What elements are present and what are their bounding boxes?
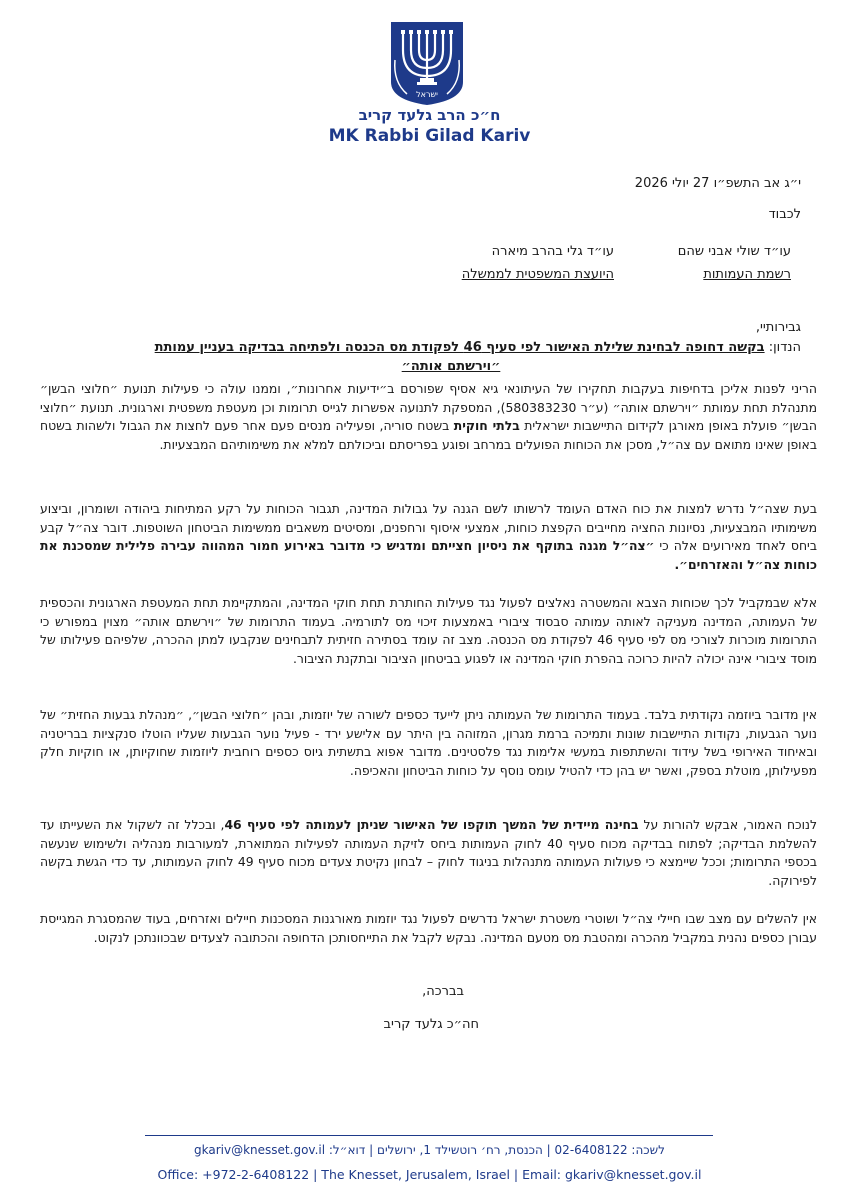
emblem-text: ישראל: [416, 90, 438, 99]
letter-date: י״ג אב התשפ״ו 27 יולי 2026: [634, 176, 801, 191]
state-emblem-icon: [387, 20, 467, 106]
paragraph-2: [40, 500, 817, 574]
letterhead-name-hebrew: ח״כ הרב גלעד קריב: [358, 106, 501, 124]
paragraph-text: בשטח סוריה, ופעיליה מנסים פעם אחר פעם לחצות את הגבול ולשהות בשטח באופן שאינו מתואם עם צה״ל, מסכן את הכוחות הפועלים במרחב ופוגע בפריסתם וביכולתם למלא את משימותיהם המבצעיות.: [40, 418, 817, 452]
footer-hebrew: [0, 1143, 859, 1157]
recipient-1: [678, 240, 791, 286]
subject-line: הנדון: בקשה דחופה לבחינת שלילת האישור לפי סעיף 46 לפקודת מס הכנסה ולפתיחה בבדיקה בעניין עמותת ״וירשתם אותה״: [41, 338, 801, 376]
recipient-2: [462, 240, 614, 286]
subject-label: הנדון: [773, 340, 801, 355]
signature: חה״כ גלעד קריב: [383, 1017, 479, 1032]
paragraph-1: [40, 380, 817, 454]
footer-text: לשכה: 02-6408122 | הכנסת, רח׳ רוטשילד 1, ירושלים | דוא״ל: gkariv@knesset.gov.il: [194, 1143, 665, 1157]
paragraph-bold: בלתי חוקית: [453, 418, 520, 434]
recipient-name: עו״ד גלי בהרב מיארה: [491, 244, 614, 259]
closing: בברכה,: [422, 984, 464, 999]
paragraph-5: [40, 816, 817, 890]
paragraph-text: לנוכח האמור, אבקש להורות על: [643, 817, 817, 832]
paragraph-text: אין להשלים עם מצב שבו חיילי צה״ל ושוטרי משטרת ישראל נדרשים לפעול נגד יוזמות מאורגנות המסכנות חיילים ואזרחים, בעוד שהמסגרת המגייסת עבורן כספים נהנית במקביל מהכרה ומהטבת מס מטעם המדינה. נבקש לקבל את התייחסותכן הדחופה והכתובה לצעדים שבכוונתכן לנקוט.: [40, 911, 817, 945]
to-label: לכבוד: [768, 207, 801, 222]
paragraph-6: [40, 910, 817, 947]
footer-english: [0, 1167, 859, 1182]
footer-divider: [145, 1135, 713, 1136]
subject-text: בקשה דחופה לבחינת שלילת האישור לפי סעיף 46 לפקודת מס הכנסה ולפתיחה בבדיקה בעניין עמותת: [154, 340, 765, 355]
paragraph-3: [40, 594, 817, 668]
paragraph-bold: בחינה מיידית של המשך תוקפו של האישור שניתן לעמותה לפי סעיף 46: [224, 817, 639, 832]
footer-text: Office: +972-2-6408122 | The Knesset, Jerusalem, Israel | Email: gkariv@knesset.gov.il: [157, 1167, 702, 1182]
paragraph-4: [40, 706, 817, 780]
paragraph-text: בעת שצה״ל נדרש למצות את כוח האדם העומד לרשותו לשם הגנה על גבולות המדינה, תגבור הכוחות על רקע המתיחות ביהודה ושומרון, וביצוע משימותיו המבצעיות, נסיונות החציה מחייבים הקפצת כוחות, אמצעי איסוף ורחפנים, ומסיטים משאבים ממשימות הביטחון השוטפות. דובר צה״ל קבע ביחס לאחד מאירועים אלה כי: [40, 501, 817, 554]
recipient-title: היועצת המשפטית לממשלה: [461, 267, 614, 282]
recipient-title: רשמת העמותות: [703, 267, 791, 282]
paragraph-text: הריני לפנות אליכן בדחיפות בעקבות תחקירו של העיתונאי גיא אסיף שפורסם ב״ידיעות אחרונות״, וממנו עולה כי פעילות תנועת ״חלוצי הבשן״ מתנהלת תחת עמותת ״וירשתם אותה״ (ע״ר 580383230), המספקת לתנועה אפשרות לגייס תרומות וכן מעטפת משפטית וארגונית. תנועת ״חלוצי הבשן״ פועלת באופן מאורגן לקידום התיישבות ישראלית: [40, 381, 818, 434]
subject-text-cont: ״וירשתם אותה״: [401, 359, 501, 374]
greeting: גבירותיי,: [755, 320, 801, 335]
paragraph-text: אלא שבמקביל לכך שכוחות הצבא והמשטרה נאלצים לפעול נגד פעילות החותרת תחת חוקי המדינה, והמתקיימת תחת המעטפת הארגונית והכספית של העמותה, המדינה מעניקה לאותה עמותה סבסוד ציבורי באמצעות זיכוי מס לתורמיה. בעמוד התרומות של ״וירשתם אותה״ מצוין במפורש כי התרומות מוכרות לצורכי מס לפי סעיף 46 לפקודת מס הכנסה. מצב זה עומד בסתירה חזיתית לתבחינים שנקבעו למתן ההכרה, שלפיהם פעילותו של מוסד ציבורי אינה יכולה להיות כרוכה בהפרת חוקי המדינה או לפגוע בביטחון הציבור ובתקנת הציבור.: [40, 595, 817, 666]
recipient-name: עו״ד שולי אבני שהם: [677, 244, 791, 259]
paragraph-text: אין מדובר ביוזמה נקודתית בלבד. בעמוד התרומות של העמותה ניתן לייעד כספים לשורה של יוזמות, ובהן ״חלוצי הבשן״, ״מנהלת גבעות החזית״ של נוער הגבעות, נקודות התיישבות שונות ותמיכה ברמת מגרון, המזוהה בין היתר עם אלישע ירד - פעיל נוער הגבעות שעליו הוטלו סנקציות בבריטניה ובאיחוד האירופי בשל עידוד והשתתפות במעשי אלימות נגד פלסטינים. מדובר אפוא בתשתית גיוס כספים רוחבית ליוזמות שחוקיותן, או חוקיות חלק מפעילותן, מוטלת בספק, ואשר יש בהן כדי להטיל עומס נוסף על כוחות הביטחון והאכיפה.: [40, 707, 817, 778]
letterhead-name-english: MK Rabbi Gilad Kariv: [328, 126, 531, 146]
paragraph-bold: ״צה״ל מגנה בתוקף את ניסיון חצייתם ומדגיש כי מדובר באירוע חמור המהווה עבירה פלילית שמסכנת את כוחות צה״ל והאזרחים״.: [40, 538, 817, 572]
paragraph-text: , ובכלל זה לשקול את השעייתו עד להשלמת הבדיקה; לפתוח בבדיקה מכוח סעיף 40 לחוק העמותות ביחס לזיקת העמותה לפעילות המתוארת, למעורבות מנהליה ולשימוש שנעשה בכספי התרומות; וככל שיימצא כי פעולות העמותה מתנהלות בניגוד לחוק – לבחון נקיטת צעדים מכוח סעיף 49 לחוק העמותות, עד כדי הגשת בקשה לפירוקה.: [40, 817, 817, 888]
